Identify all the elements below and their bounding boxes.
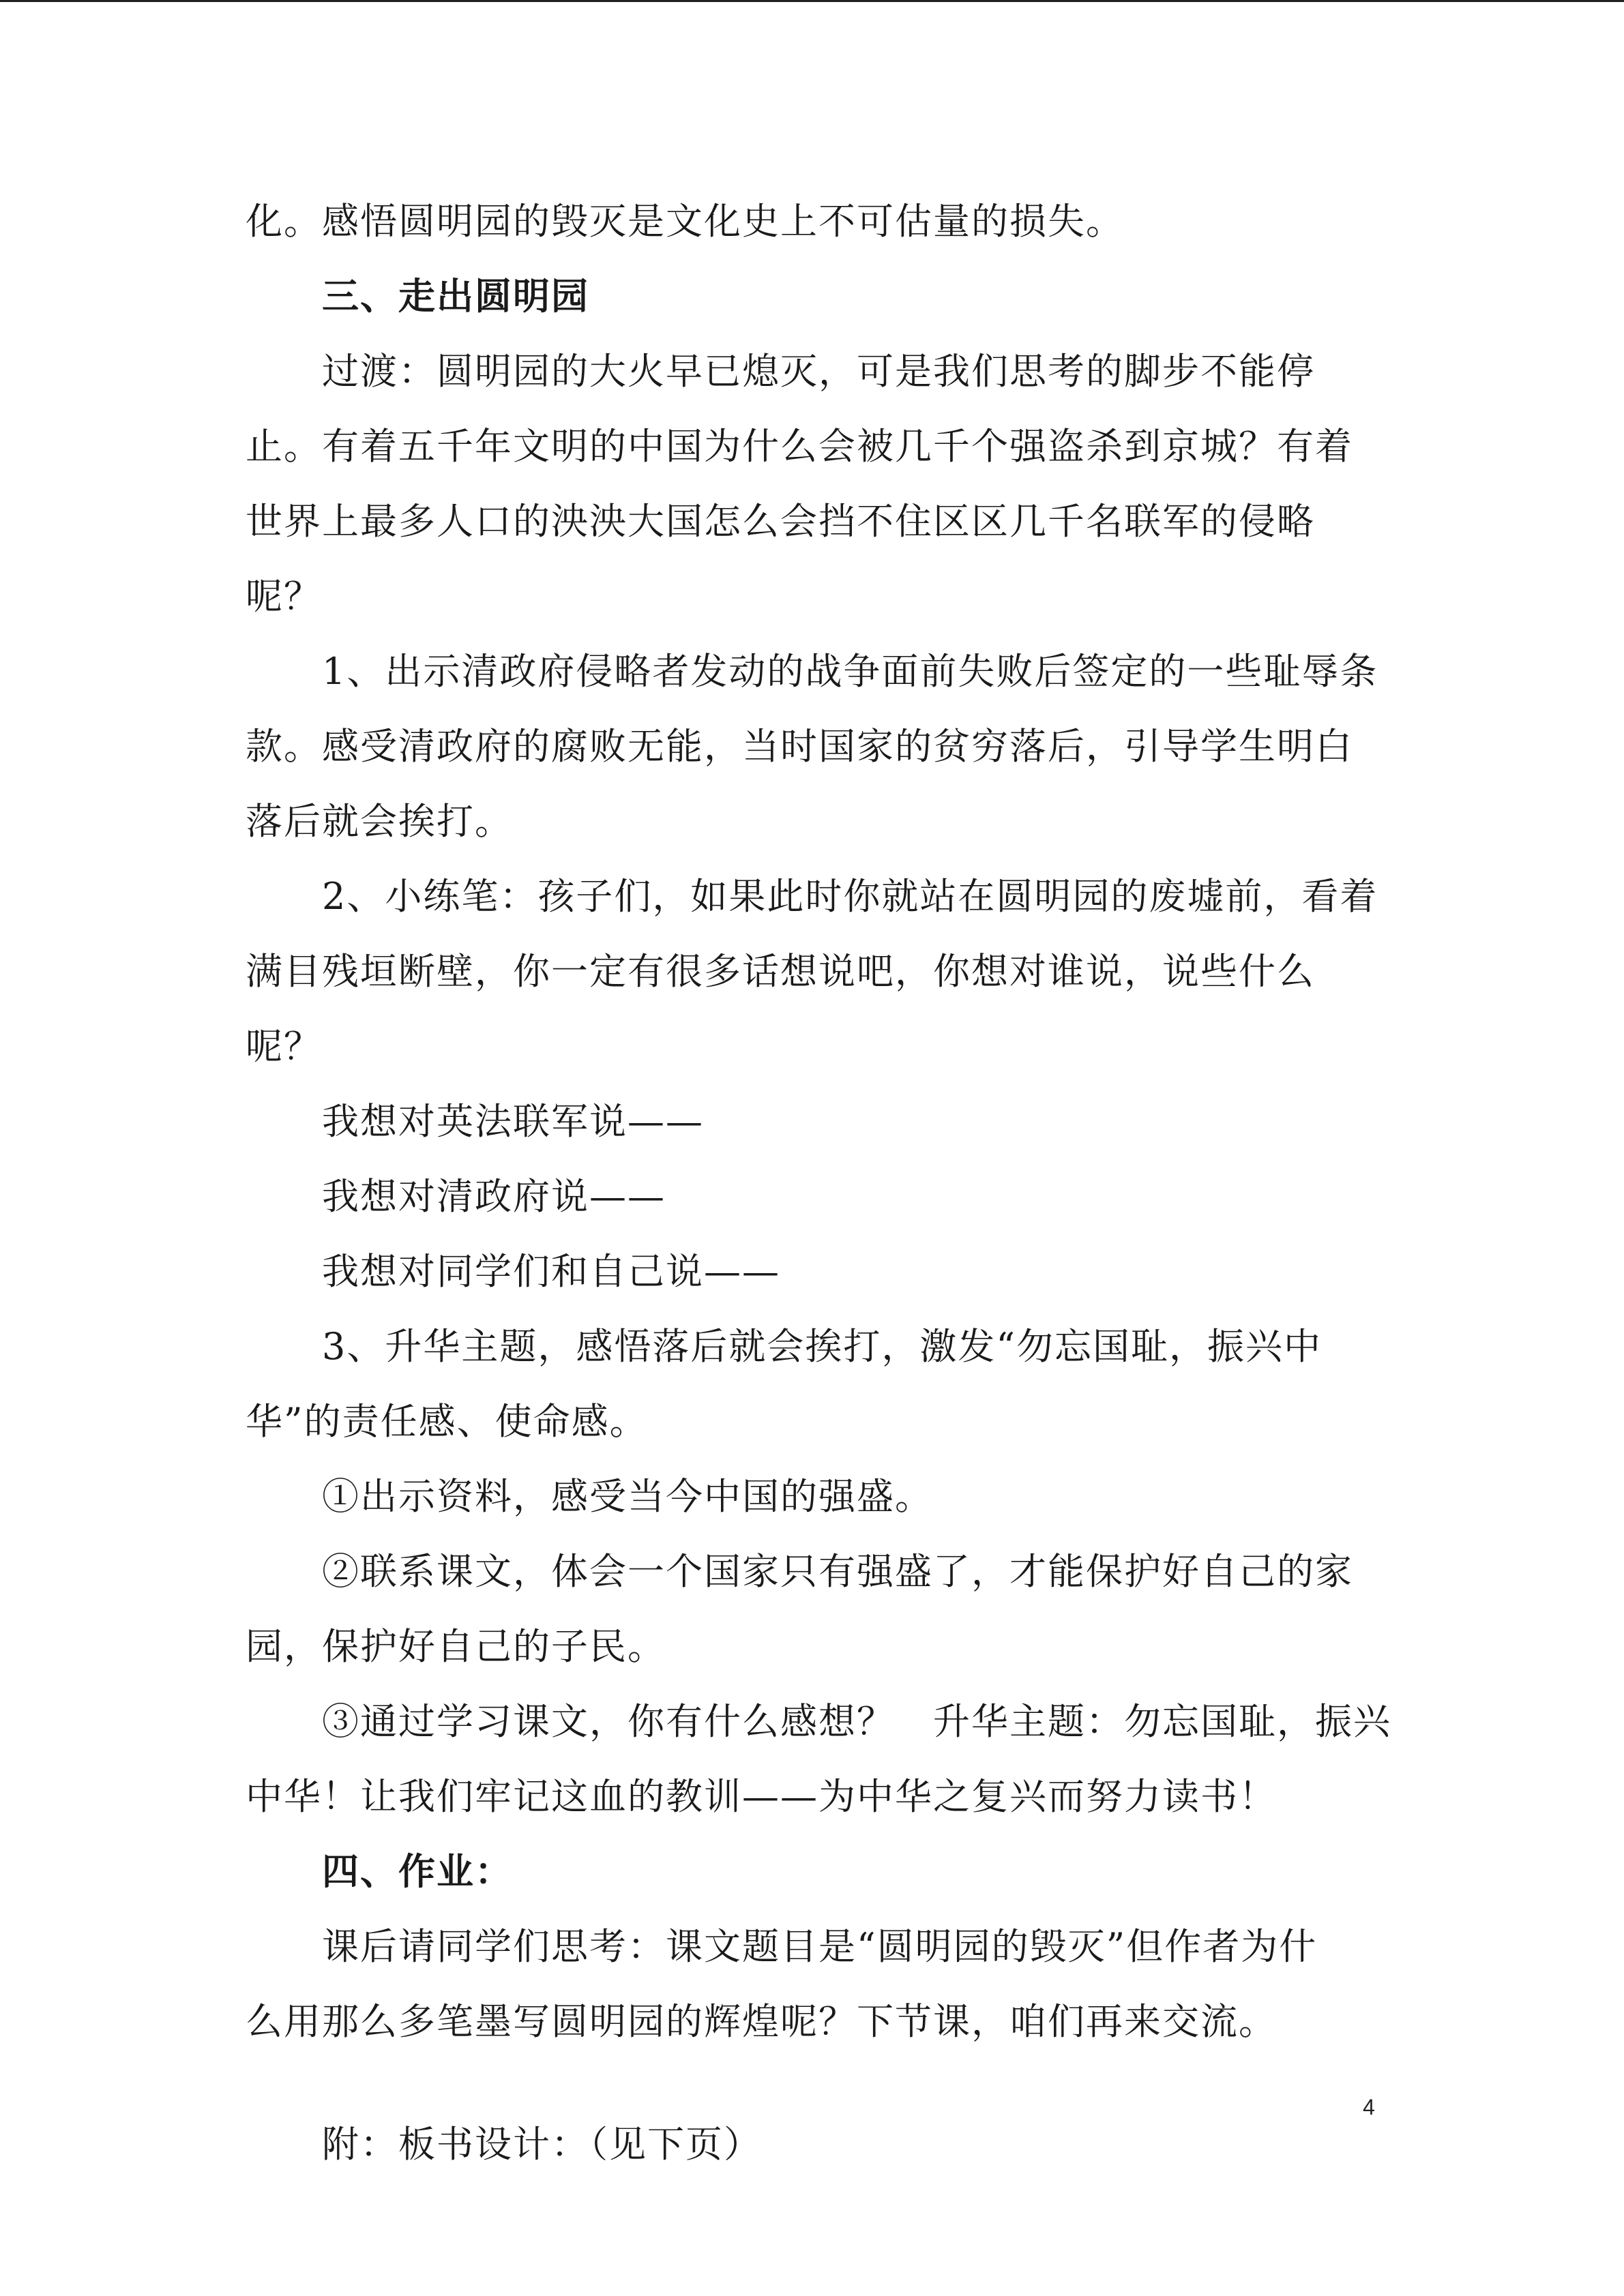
paragraph-line: 3、升华主题，感悟落后就会挨打，激发“勿忘国耻，振兴中: [322, 1325, 1322, 1368]
paragraph-line: ③通过学习课文，你有什么感想？ 升华主题：勿忘国耻，振兴: [322, 1700, 1391, 1743]
paragraph-line: 止。有着五千年文明的中国为什么会被几千个强盗杀到京城？有着: [246, 425, 1353, 468]
paragraph-line: 课后请同学们思考：课文题目是“圆明园的毁灭”但作者为什: [322, 1925, 1318, 1968]
paragraph-line: 1、出示清政府侵略者发动的战争面前失败后签定的一些耻辱条: [322, 650, 1378, 693]
page-number: 4: [1363, 2095, 1375, 2119]
paragraph-line: 落后就会挨打。: [246, 800, 513, 843]
paragraph-line: 我想对清政府说——: [322, 1175, 666, 1218]
paragraph-line: ①出示资料，感受当今中国的强盛。: [322, 1475, 933, 1518]
paragraph-line: 化。感悟圆明园的毁灭是文化史上不可估量的损失。: [246, 200, 1124, 243]
paragraph-line: 世界上最多人口的泱泱大国怎么会挡不住区区几千名联军的侵略: [246, 500, 1315, 543]
paragraph-line: 呢？: [246, 1025, 322, 1068]
paragraph-line: 园，保护好自己的子民。: [246, 1625, 666, 1668]
section-heading-3: 三、走出圆明园: [322, 275, 589, 318]
paragraph-line: 过渡：圆明园的大火早已熄灭，可是我们思考的脚步不能停: [322, 350, 1315, 393]
top-border-line: [0, 0, 1624, 2]
paragraph-line: 我想对同学们和自己说——: [322, 1250, 780, 1293]
paragraph-line: 中华！让我们牢记这血的教训——为中华之复兴而努力读书！: [246, 1775, 1277, 1818]
paragraph-line: 2、小练笔：孩子们，如果此时你就站在圆明园的废墟前，看着: [322, 875, 1378, 918]
paragraph-line: 华”的责任感、使命感。: [246, 1400, 648, 1443]
paragraph-line: 呢？: [246, 575, 322, 618]
paragraph-line: 么用那么多笔墨写圆明园的辉煌呢？下节课，咱们再来交流。: [246, 2000, 1277, 2043]
paragraph-line: 满目残垣断壁，你一定有很多话想说吧，你想对谁说，说些什么: [246, 950, 1315, 993]
paragraph-line: 我想对英法联军说——: [322, 1100, 704, 1143]
section-heading-4: 四、作业：: [322, 1850, 513, 1893]
paragraph-line: 款。感受清政府的腐败无能，当时国家的贫穷落后，引导学生明白: [246, 725, 1353, 768]
paragraph-line: ②联系课文，体会一个国家只有强盛了，才能保护好自己的家: [322, 1550, 1353, 1593]
appendix-note: 附：板书设计：（见下页）: [322, 2123, 762, 2166]
